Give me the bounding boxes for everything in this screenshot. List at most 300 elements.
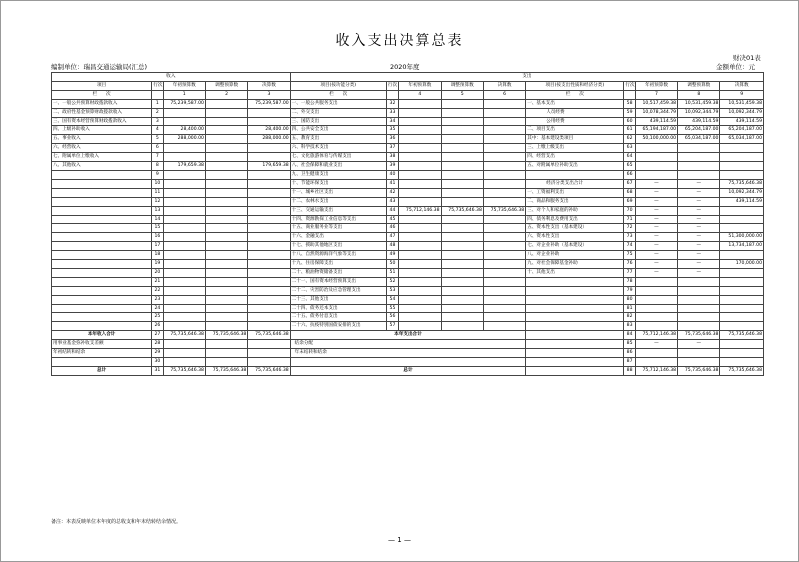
nature-annual-budget: — [635, 268, 677, 277]
col-header-adjusted-budget: 调整预算数 [205, 81, 247, 90]
income-final [248, 215, 290, 224]
col-header-annual-budget: 年初预算数 [163, 81, 205, 90]
function-adjusted-budget [441, 144, 483, 153]
nature-adjusted-budget: 65,034,187.00 [678, 135, 720, 144]
function-item-label: 二十六、抗疫特别国债安排的支出 [290, 322, 386, 331]
nature-row-no: 59 [624, 108, 635, 117]
nature-final: 10,531,459.38 [720, 99, 764, 108]
income-row-no: 14 [152, 215, 163, 224]
nature-adjusted-budget [678, 286, 720, 295]
nature-item-label [526, 340, 624, 349]
nature-final [720, 313, 764, 322]
nature-item-label: 三、上缴上级支出 [526, 144, 624, 153]
income-row-no: 11 [152, 188, 163, 197]
nature-item-label: 三、对个人和家庭的补助 [526, 206, 624, 215]
nature-item-label: 一、工资福利支出 [526, 188, 624, 197]
income-annual-budget [163, 206, 205, 215]
nature-item-label [526, 304, 624, 313]
nature-row-no: 67 [624, 179, 635, 188]
table-row [52, 331, 764, 340]
income-row-no: 3 [152, 117, 163, 126]
income-final [248, 322, 290, 331]
income-final [248, 108, 290, 117]
function-item-label: 九、卫生健康支出 [290, 170, 386, 179]
function-adjusted-budget [441, 242, 483, 251]
lan-ci-label: 栏 次 [52, 90, 152, 99]
nature-row-no: 60 [624, 117, 635, 126]
function-final [483, 268, 525, 277]
nature-final: 10,092,344.79 [720, 108, 764, 117]
income-final [248, 170, 290, 179]
income-item-label: 二、政府性基金预算财政拨款收入 [52, 108, 152, 117]
income-final [248, 117, 290, 126]
nature-adjusted-budget: — [678, 188, 720, 197]
function-final [483, 117, 525, 126]
nature-item-label: 十、其他支出 [526, 268, 624, 277]
nature-final [720, 162, 764, 171]
function-final [483, 188, 525, 197]
table-row [52, 242, 764, 251]
function-item-label: 一、一般公共服务支出 [290, 99, 386, 108]
income-row-no: 30 [152, 358, 163, 367]
nature-item-label: 六、资本性支出 [526, 233, 624, 242]
nature-item-label [526, 277, 624, 286]
col-header-annual-budget: 年初预算数 [635, 81, 677, 90]
nature-annual-budget: — [635, 233, 677, 242]
income-adjusted-budget [205, 206, 247, 215]
nature-final: 75,735,646.38 [720, 331, 764, 340]
function-annual-budget [399, 179, 441, 188]
function-adjusted-budget [441, 251, 483, 260]
nature-annual-budget: 65,194,187.00 [635, 126, 677, 135]
table-row [52, 295, 764, 304]
income-adjusted-budget [205, 349, 247, 358]
table-row [52, 188, 764, 197]
function-row-no: 41 [386, 179, 398, 188]
nature-final: 75,735,646.38 [720, 366, 764, 375]
function-final [483, 108, 525, 117]
nature-final: 65,204,187.00 [720, 126, 764, 135]
function-annual-budget [399, 224, 441, 233]
nature-row-no: 70 [624, 206, 635, 215]
income-final [248, 251, 290, 260]
nature-row-no: 84 [624, 331, 635, 340]
nature-row-no: 86 [624, 349, 635, 358]
income-adjusted-budget [205, 170, 247, 179]
income-adjusted-budget [205, 135, 247, 144]
col-number: 6 [483, 90, 525, 99]
fiscal-year: 2020年度 [390, 63, 420, 71]
income-row-no: 26 [152, 322, 163, 331]
nature-final [720, 215, 764, 224]
income-row-no: 5 [152, 135, 163, 144]
nature-annual-budget [635, 313, 677, 322]
function-summary-label: 本年支出合计 [290, 331, 526, 340]
income-adjusted-budget [205, 144, 247, 153]
function-annual-budget [399, 277, 441, 286]
function-item-label: 二十一、国有资本经营预算支出 [290, 277, 386, 286]
income-item-label [52, 277, 152, 286]
function-item-label: 十、节能环保支出 [290, 179, 386, 188]
nature-final [720, 251, 764, 260]
income-annual-budget: 75,735,646.38 [163, 366, 205, 375]
nature-annual-budget: 10,078,344.79 [635, 108, 677, 117]
nature-item-label: 其中：基本建设类项目 [526, 135, 624, 144]
nature-item-label [526, 331, 624, 340]
function-final [483, 242, 525, 251]
col-header-final: 决算数 [720, 81, 764, 90]
function-final [483, 144, 525, 153]
function-adjusted-budget [441, 295, 483, 304]
function-annual-budget [399, 126, 441, 135]
income-adjusted-budget [205, 188, 247, 197]
nature-item-label: 五、对附属单位补助支出 [526, 162, 624, 171]
table-row [52, 260, 764, 269]
income-final [248, 197, 290, 206]
nature-row-no: 76 [624, 260, 635, 269]
function-row-no: 40 [386, 170, 398, 179]
function-annual-budget [399, 135, 441, 144]
nature-item-label: 二、商品和服务支出 [526, 197, 624, 206]
nature-final [720, 170, 764, 179]
income-annual-budget [163, 153, 205, 162]
income-item-label [52, 197, 152, 206]
table-row [52, 268, 764, 277]
nature-adjusted-budget [678, 295, 720, 304]
income-adjusted-budget [205, 304, 247, 313]
nature-row-no: 64 [624, 153, 635, 162]
function-adjusted-budget [441, 260, 483, 269]
function-item-label: 二十、粮油物资储备支出 [290, 268, 386, 277]
income-row-no: 21 [152, 277, 163, 286]
nature-row-no: 72 [624, 224, 635, 233]
function-item-label: 二、外交支出 [290, 108, 386, 117]
nature-final [720, 206, 764, 215]
nature-annual-budget: — [635, 340, 677, 349]
income-adjusted-budget [205, 322, 247, 331]
income-final [248, 358, 290, 367]
nature-annual-budget [635, 295, 677, 304]
function-item-label: 十四、资源勘探工业信息等支出 [290, 215, 386, 224]
column-header-row [52, 81, 764, 90]
nature-row-no: 68 [624, 188, 635, 197]
nature-adjusted-budget: — [678, 215, 720, 224]
nature-annual-budget: — [635, 215, 677, 224]
nature-annual-budget [635, 349, 677, 358]
function-row-no: 47 [386, 233, 398, 242]
nature-adjusted-budget: — [678, 179, 720, 188]
income-final [248, 224, 290, 233]
income-row-no: 13 [152, 206, 163, 215]
income-annual-budget: 288,000.00 [163, 135, 205, 144]
nature-final [720, 340, 764, 349]
col-header-row-no: 行次 [624, 81, 635, 90]
function-adjusted-budget [441, 108, 483, 117]
function-row-no: 48 [386, 242, 398, 251]
col-header-annual-budget: 年初预算数 [399, 81, 441, 90]
page-title: 收入支出决算总表 [335, 33, 464, 49]
income-adjusted-budget: 75,735,646.38 [205, 331, 247, 340]
function-item-label: 十八、自然资源海洋气象等支出 [290, 251, 386, 260]
income-annual-budget [163, 304, 205, 313]
function-annual-budget [399, 242, 441, 251]
nature-annual-budget: — [635, 260, 677, 269]
function-final [483, 126, 525, 135]
nature-item-label [526, 286, 624, 295]
income-item-label: 总计 [52, 366, 152, 375]
function-final [483, 251, 525, 260]
function-annual-budget [399, 313, 441, 322]
income-adjusted-budget [205, 242, 247, 251]
table-row [52, 349, 764, 358]
column-number-row [52, 90, 764, 99]
nature-final [720, 144, 764, 153]
nature-item-label [526, 313, 624, 322]
income-item-label: 四、上级补助收入 [52, 126, 152, 135]
income-item-label [52, 260, 152, 269]
function-row-no: 50 [386, 260, 398, 269]
nature-row-no: 81 [624, 304, 635, 313]
table-row [52, 286, 764, 295]
function-row-no: 43 [386, 197, 398, 206]
nature-adjusted-budget [678, 162, 720, 171]
income-final [248, 144, 290, 153]
income-final [248, 242, 290, 251]
function-final [483, 162, 525, 171]
nature-item-label [526, 295, 624, 304]
income-annual-budget [163, 108, 205, 117]
nature-row-no: 65 [624, 162, 635, 171]
nature-adjusted-budget [678, 170, 720, 179]
table-row [52, 313, 764, 322]
nature-annual-budget [635, 277, 677, 286]
nature-annual-budget: 75,712,146.38 [635, 331, 677, 340]
function-annual-budget [399, 144, 441, 153]
income-adjusted-budget [205, 126, 247, 135]
nature-adjusted-budget: — [678, 242, 720, 251]
function-adjusted-budget [441, 215, 483, 224]
function-annual-budget [399, 251, 441, 260]
income-item-label: 五、事业收入 [52, 135, 152, 144]
table-row [52, 197, 764, 206]
table-row [52, 179, 764, 188]
nature-row-no: 87 [624, 358, 635, 367]
col-number: 2 [205, 90, 247, 99]
nature-item-label: 一、基本支出 [526, 99, 624, 108]
nature-row-no: 66 [624, 170, 635, 179]
nature-adjusted-budget: — [678, 233, 720, 242]
nature-adjusted-budget: — [678, 206, 720, 215]
income-row-no: 25 [152, 313, 163, 322]
function-item-label: 六、科学技术支出 [290, 144, 386, 153]
income-annual-budget [163, 179, 205, 188]
table-row [52, 126, 764, 135]
income-item-label: 年初结转和结余 [52, 349, 152, 358]
income-adjusted-budget [205, 99, 247, 108]
function-final [483, 135, 525, 144]
nature-annual-budget: — [635, 242, 677, 251]
nature-annual-budget: 439,114.59 [635, 117, 677, 126]
nature-adjusted-budget [678, 322, 720, 331]
function-adjusted-budget [441, 179, 483, 188]
function-item-label: 二十二、灾害防治及应急管理支出 [290, 286, 386, 295]
nature-adjusted-budget: — [678, 268, 720, 277]
function-final [483, 295, 525, 304]
function-adjusted-budget [441, 197, 483, 206]
nature-row-no: 63 [624, 144, 635, 153]
nature-item-label: 经济分类支出合计 [526, 179, 624, 188]
income-annual-budget [163, 144, 205, 153]
income-annual-budget [163, 117, 205, 126]
function-adjusted-budget [441, 153, 483, 162]
function-final: 75,735,646.38 [483, 206, 525, 215]
table-row [52, 251, 764, 260]
function-row-no: 35 [386, 126, 398, 135]
nature-final: 10,092,344.79 [720, 188, 764, 197]
function-item-label: 十六、金融支出 [290, 233, 386, 242]
form-number: 财决01表 [733, 54, 761, 62]
income-annual-budget [163, 277, 205, 286]
nature-item-label: 九、对社会保障基金补助 [526, 260, 624, 269]
function-row-no: 38 [386, 153, 398, 162]
function-final [483, 224, 525, 233]
income-adjusted-budget [205, 117, 247, 126]
function-annual-budget [399, 197, 441, 206]
income-adjusted-budget [205, 179, 247, 188]
income-annual-budget [163, 197, 205, 206]
income-item-label [52, 286, 152, 295]
nature-item-label: 八、对企业补助 [526, 251, 624, 260]
income-final [248, 304, 290, 313]
nature-item-label [526, 170, 624, 179]
col-header-adjusted-budget: 调整预算数 [678, 81, 720, 90]
income-annual-budget [163, 233, 205, 242]
function-adjusted-budget [441, 313, 483, 322]
income-final [248, 260, 290, 269]
nature-item-label: 七、对企业补助（基本建设） [526, 242, 624, 251]
table-row [52, 144, 764, 153]
nature-final [720, 277, 764, 286]
income-row-no: 19 [152, 260, 163, 269]
income-row-no: 1 [152, 99, 163, 108]
col-header-row-no: 行次 [152, 81, 163, 90]
nature-item-label: 四、经营支出 [526, 153, 624, 162]
table-row [52, 108, 764, 117]
col-number: 7 [635, 90, 677, 99]
income-item-label: 本年收入合计 [52, 331, 152, 340]
income-item-label [52, 170, 152, 179]
nature-final: 439,114.59 [720, 117, 764, 126]
income-final: 75,735,646.38 [248, 331, 290, 340]
nature-final: 75,735,646.38 [720, 179, 764, 188]
nature-row-no: 88 [624, 366, 635, 375]
function-annual-budget [399, 286, 441, 295]
function-final [483, 322, 525, 331]
nature-final: 51,300,000.00 [720, 233, 764, 242]
function-adjusted-budget [441, 162, 483, 171]
income-annual-budget: 179,659.38 [163, 162, 205, 171]
income-final [248, 268, 290, 277]
nature-annual-budget: — [635, 251, 677, 260]
income-final: 75,239,587.00 [248, 99, 290, 108]
nature-item-label [526, 322, 624, 331]
income-adjusted-budget [205, 197, 247, 206]
table-row [52, 117, 764, 126]
function-row-no: 45 [386, 215, 398, 224]
function-item-label: 五、教育支出 [290, 135, 386, 144]
function-item-label: 三、国防支出 [290, 117, 386, 126]
nature-adjusted-budget: 65,204,187.00 [678, 126, 720, 135]
nature-row-no: 80 [624, 295, 635, 304]
section-header-row [52, 73, 764, 82]
income-adjusted-budget [205, 162, 247, 171]
function-final [483, 304, 525, 313]
col-number: 3 [248, 90, 290, 99]
nature-annual-budget [635, 322, 677, 331]
nature-annual-budget [635, 162, 677, 171]
income-annual-budget [163, 349, 205, 358]
unit-info: 编制单位：瑞昌交通运输局(汇总) [51, 63, 148, 71]
income-adjusted-budget [205, 153, 247, 162]
income-item-label [52, 206, 152, 215]
expense-section-header: 支出 [290, 73, 763, 82]
function-adjusted-budget [441, 286, 483, 295]
nature-final [720, 224, 764, 233]
nature-item-label: 公用经费 [526, 117, 624, 126]
function-annual-budget [399, 162, 441, 171]
function-final [483, 153, 525, 162]
function-annual-budget [399, 99, 441, 108]
nature-row-no: 77 [624, 268, 635, 277]
function-row-no: 39 [386, 162, 398, 171]
nature-annual-budget [635, 170, 677, 179]
income-annual-budget: 28,400.00 [163, 126, 205, 135]
income-annual-budget: 75,735,646.38 [163, 331, 205, 340]
col-header-row-no: 行次 [386, 81, 398, 90]
function-item-label: 二十四、债务还本支出 [290, 304, 386, 313]
function-adjusted-budget [441, 224, 483, 233]
nature-adjusted-budget: — [678, 260, 720, 269]
table-row [52, 322, 764, 331]
nature-row-no: 75 [624, 251, 635, 260]
nature-adjusted-budget: 75,735,646.38 [678, 331, 720, 340]
income-row-no: 9 [152, 170, 163, 179]
nature-adjusted-budget: — [678, 224, 720, 233]
table-row [52, 215, 764, 224]
function-row-no: 53 [386, 286, 398, 295]
nature-item-label [526, 349, 624, 358]
nature-adjusted-budget [678, 304, 720, 313]
table-row [52, 340, 764, 349]
nature-item-label: 人员经费 [526, 108, 624, 117]
income-final: 288,000.00 [248, 135, 290, 144]
function-annual-budget [399, 295, 441, 304]
nature-adjusted-budget: 75,735,646.38 [678, 366, 720, 375]
function-adjusted-budget [441, 99, 483, 108]
function-annual-budget [399, 108, 441, 117]
income-row-no: 10 [152, 179, 163, 188]
nature-final [720, 349, 764, 358]
income-annual-budget [163, 340, 205, 349]
col-header-final: 决算数 [248, 81, 290, 90]
income-final [248, 233, 290, 242]
income-row-no: 27 [152, 331, 163, 340]
table-row [52, 224, 764, 233]
nature-annual-budget: — [635, 224, 677, 233]
income-annual-budget [163, 215, 205, 224]
income-row-no: 28 [152, 340, 163, 349]
income-item-label: 六、经营收入 [52, 144, 152, 153]
